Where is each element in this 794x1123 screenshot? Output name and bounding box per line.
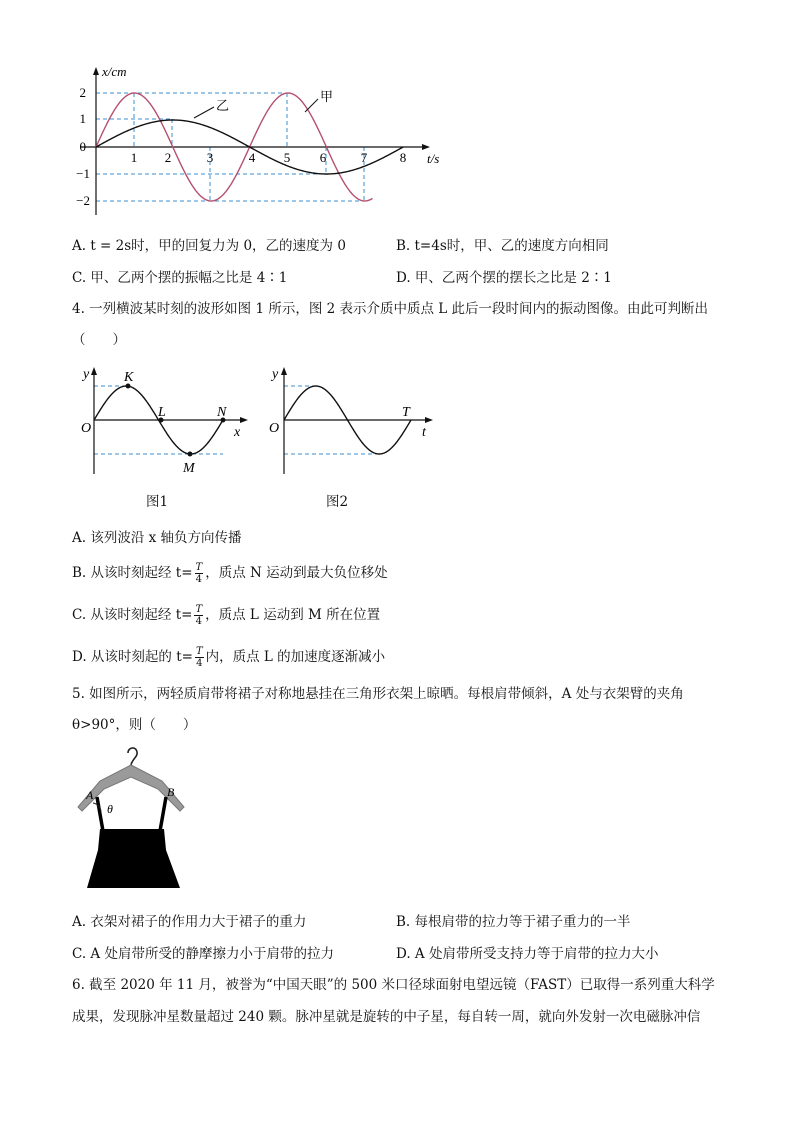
jia-label: 甲 — [320, 89, 334, 104]
vibration-figure-2 — [266, 364, 436, 484]
fraction-t-over-4: $\frac{T}{4}$ — [195, 562, 203, 585]
pendulum-xt-graph — [0, 0, 794, 225]
x-tick-label: 3 — [206, 150, 214, 165]
x-tick-label: 6 — [319, 150, 327, 165]
label-b: B — [167, 785, 175, 799]
fig2-y-label: y — [272, 367, 279, 382]
yi-label: 乙 — [216, 98, 230, 113]
q4-option-d: D. 从该时刻起的 t= $\frac{T}{4}$ 内，质点 L 的加速度逐渐减小 — [72, 646, 386, 669]
wave-figure-1 — [78, 364, 258, 484]
label-a: A — [86, 788, 94, 802]
fig2-period-label: T — [402, 405, 410, 420]
x-tick-label: 2 — [164, 150, 172, 165]
y-tick-label: 0 — [79, 139, 86, 154]
q4-option-a: A. 该列波沿 x 轴负方向传播 — [72, 530, 242, 546]
q5-option-a: A. 衣架对裙子的作用力大于裙子的重力 — [72, 914, 307, 930]
x-axis-label: t/s — [427, 151, 440, 166]
fig2-origin: O — [269, 421, 280, 436]
q3-option-b: B. t=4s时，甲、乙的速度方向相同 — [396, 238, 609, 254]
point-k: K — [124, 370, 134, 385]
x-tick-label: 5 — [283, 150, 291, 165]
y-tick-label: −1 — [76, 166, 90, 181]
q3-option-d: D. 甲、乙两个摆的摆长之比是 2∶1 — [396, 270, 612, 286]
hanger-skirt-figure — [70, 745, 200, 895]
q4-stem-line1: 4. 一列横波某时刻的波形如图 1 所示，图 2 表示介质中质点 L 此后一段时间内的振动图像。由此可判断出 — [72, 301, 709, 317]
q5-option-c: C. A 处肩带所受的静摩擦力小于肩带的拉力 — [72, 946, 334, 962]
fraction-t-over-4: $\frac{T}{4}$ — [195, 646, 203, 669]
x-tick-label: 7 — [360, 150, 368, 165]
q4-option-c: C. 从该时刻起经 t= $\frac{T}{4}$ ，质点 L 运动到 M 所在位置 — [72, 604, 381, 627]
q3-option-a: A. t = 2s时，甲的回复力为 0，乙的速度为 0 — [72, 238, 346, 254]
fig1-x-label: x — [234, 425, 241, 440]
q3-option-c: C. 甲、乙两个摆的振幅之比是 4∶1 — [72, 270, 288, 286]
jia-leader-line — [305, 99, 318, 112]
y-tick-label: 1 — [79, 111, 86, 126]
point-l: L — [158, 405, 166, 420]
q5-option-b: B. 每根肩带的拉力等于裙子重力的一半 — [396, 914, 631, 930]
yi-leader-line — [194, 107, 214, 118]
point-n: N — [217, 405, 227, 420]
fraction-t-over-4: $\frac{T}{4}$ — [195, 604, 203, 627]
hanger-hook-icon — [128, 748, 137, 765]
x-tick-label: 4 — [248, 150, 256, 165]
fig1-y-label: y — [83, 367, 90, 382]
fig2-t-label: t — [422, 425, 426, 440]
x-tick-label: 8 — [399, 150, 407, 165]
q6-line1: 6. 截至 2020 年 11 月，被誉为“中国天眼”的 500 米口径球面射电望远镜（FAST）已取得一系列重大科学 — [72, 977, 715, 993]
fig1-origin: O — [81, 421, 92, 436]
q5-stem-line1: 5. 如图所示，两轻质肩带将裙子对称地悬挂在三角形衣架上晾晒。每根肩带倾斜，A 处与衣架臂的夹角 — [72, 686, 684, 702]
x-tick-label: 1 — [130, 150, 138, 165]
fig1-caption: 图1 — [146, 494, 169, 510]
q5-option-d: D. A 处肩带所受支持力等于肩带的拉力大小 — [396, 946, 659, 962]
strap-b — [160, 797, 166, 831]
fig2-caption: 图2 — [326, 494, 349, 510]
y-tick-label: 2 — [79, 85, 86, 100]
strap-a — [97, 797, 103, 831]
label-theta: θ — [107, 802, 113, 816]
q4-stem-line2: （ ） — [72, 332, 126, 348]
q4-option-b: B. 从该时刻起经 t= $\frac{T}{4}$ ，质点 N 运动到最大负位移处 — [72, 562, 388, 585]
graph-x-arrow — [422, 144, 430, 150]
q5-stem-line2: θ>90°，则（ ） — [72, 717, 197, 733]
graph-y-arrow — [93, 67, 99, 75]
y-tick-label: −2 — [76, 193, 90, 208]
point-m: M — [183, 461, 195, 476]
skirt — [87, 829, 180, 888]
q6-line2: 成果，发现脉冲星数量超过 240 颗。脉冲星就是旋转的中子星，每自转一周，就向外发射一次电磁脉冲信 — [72, 1009, 701, 1025]
y-axis-label: x/cm — [102, 64, 127, 79]
